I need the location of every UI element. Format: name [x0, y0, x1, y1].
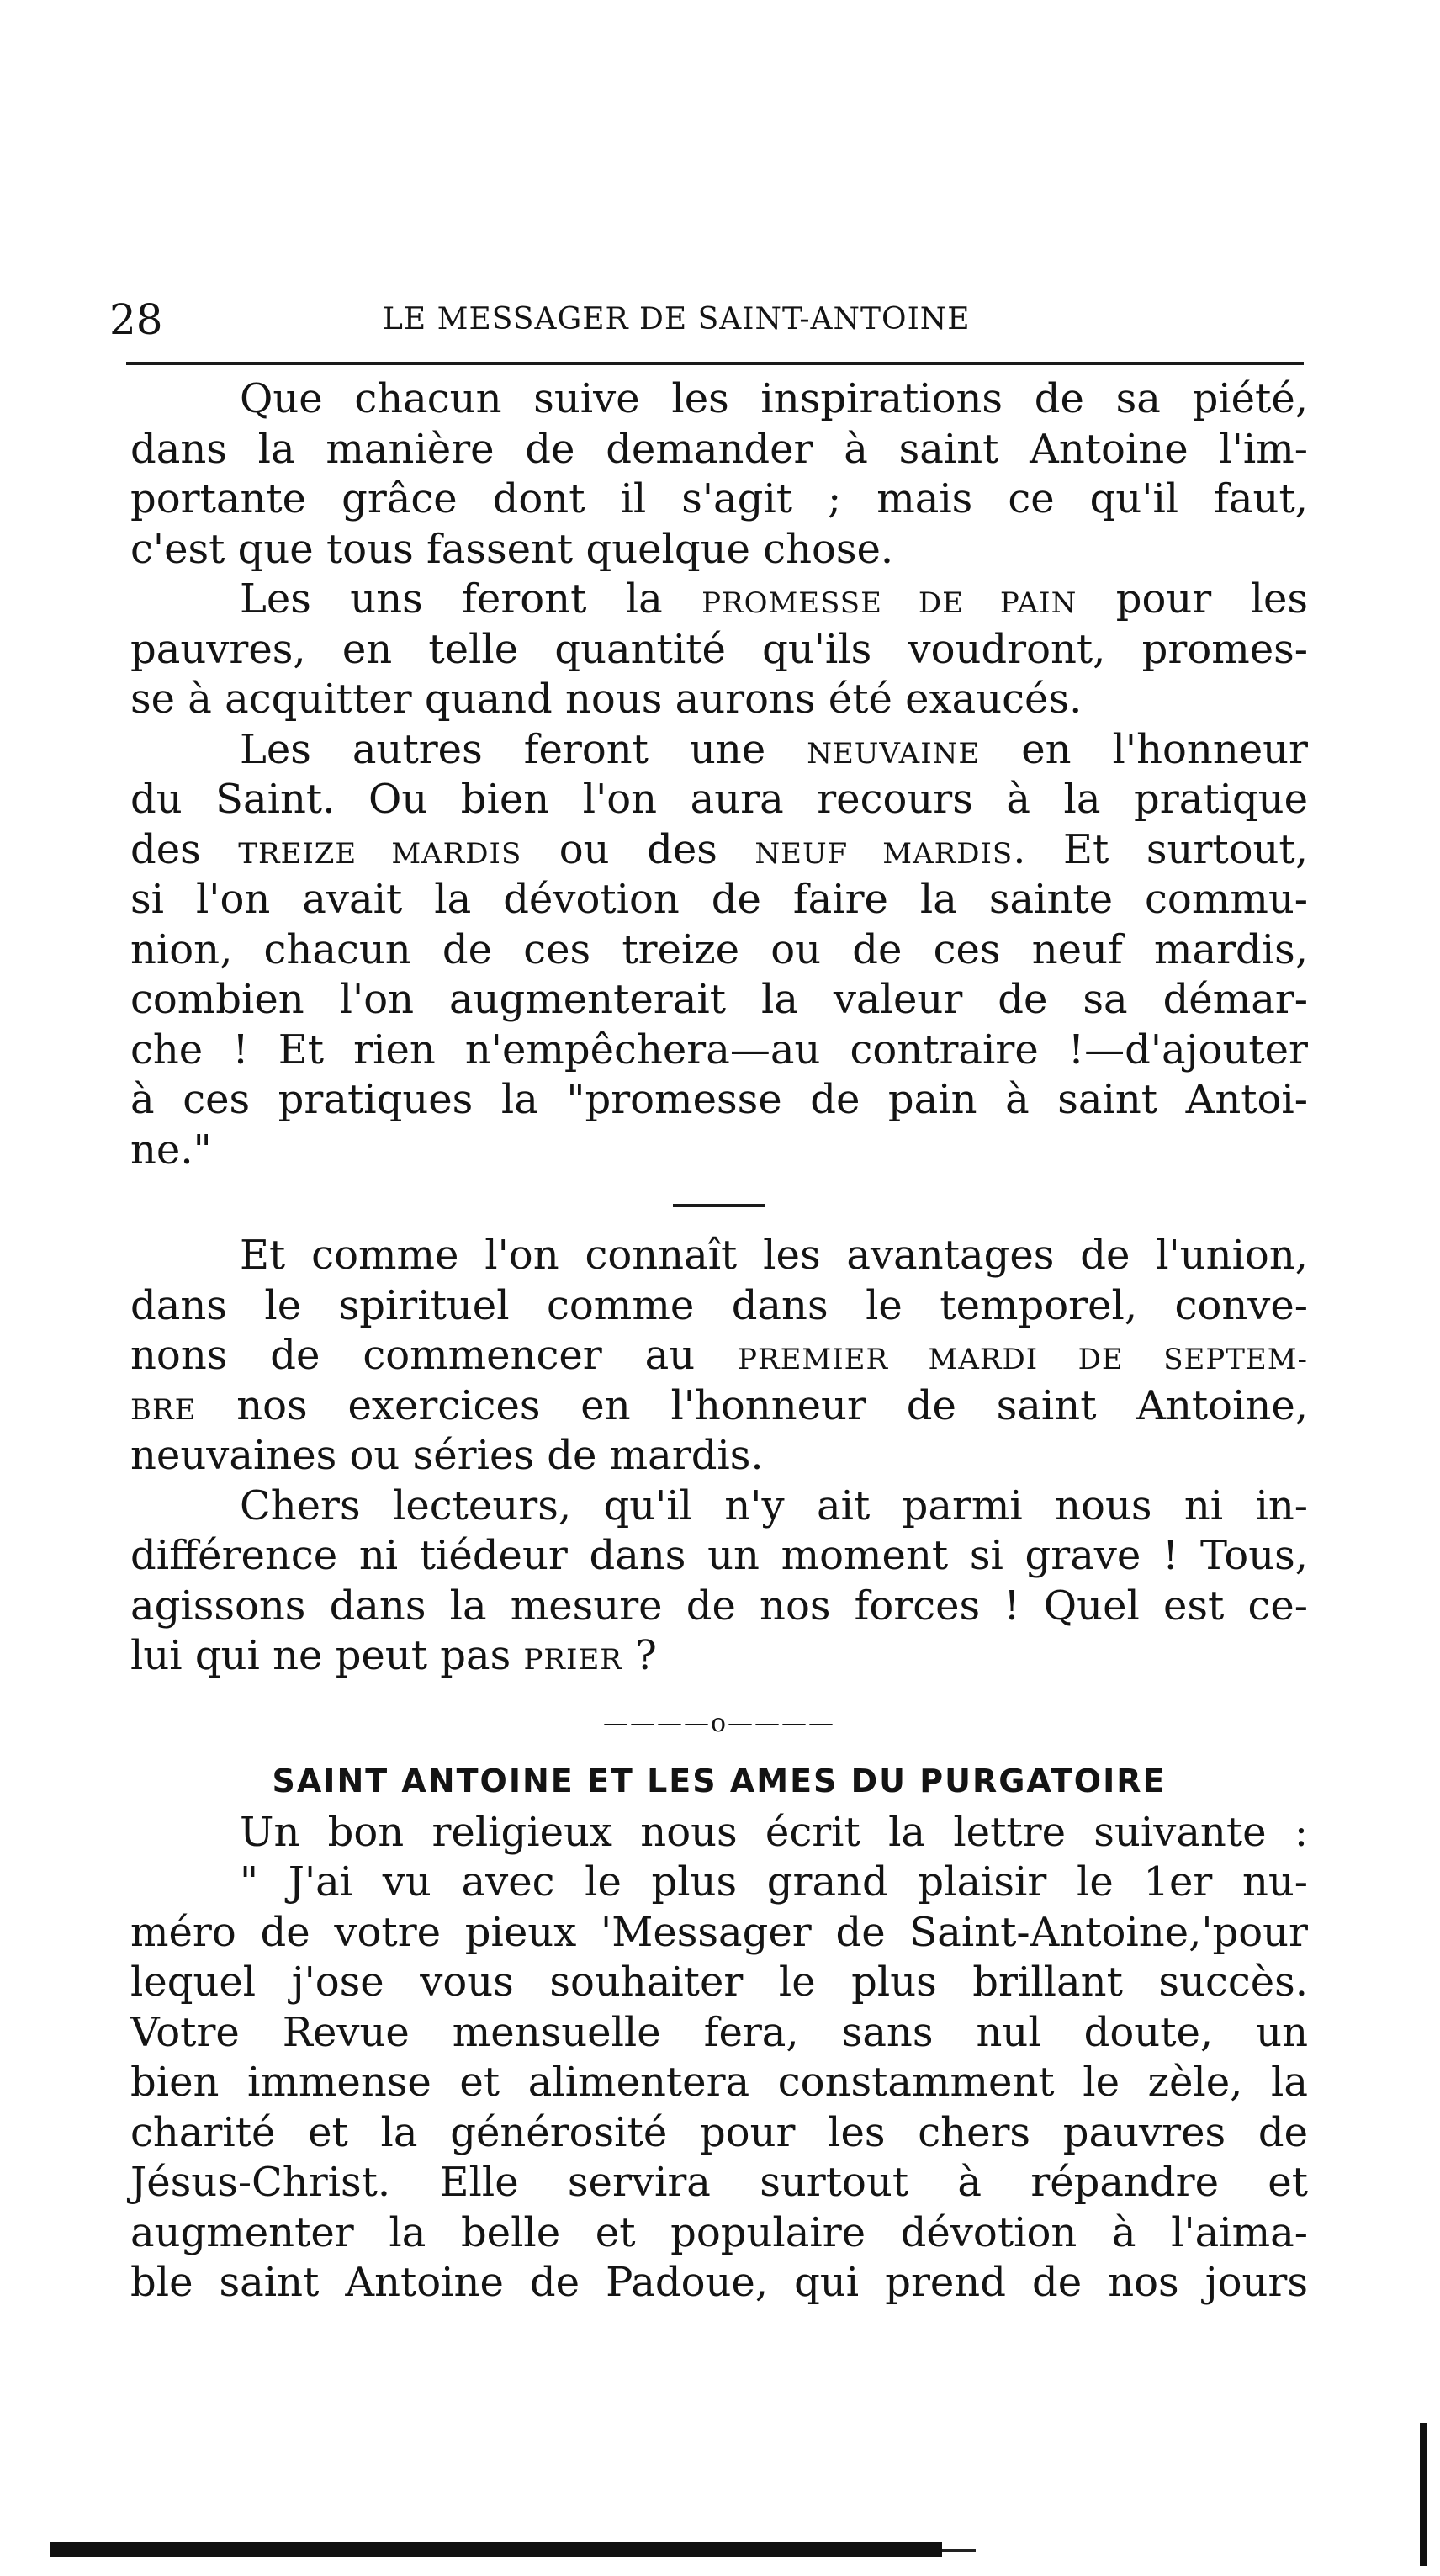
- text-line: charité et la générosité pour les chers pauvres de: [130, 2108, 1308, 2156]
- paragraph-3: [130, 725, 1308, 1176]
- section-rule: [673, 1204, 765, 1207]
- small-caps-run: NEUF MARDIS: [754, 836, 1014, 871]
- text-line: [130, 1381, 1308, 1432]
- text-line: pauvres, en telle quantité qu'ils voudront, promes-: [130, 625, 1308, 673]
- text-line: se à acquitter quand nous aurons été exaucés.: [130, 676, 1083, 723]
- text-line: si l'on avait la dévotion de faire la sainte commu-: [130, 876, 1308, 923]
- running-title: LE MESSAGER DE SAINT-ANTOINE: [383, 302, 971, 337]
- text-line: Chers lecteurs, qu'il n'y ait parmi nous ni in-: [240, 1481, 1308, 1529]
- text-run: nons de commencer au: [130, 1332, 739, 1379]
- text-line: à ces pratiques la "promesse de pain à saint Antoi-: [130, 1076, 1308, 1123]
- text-line: différence ni tiédeur dans un moment si grave ! Tous,: [130, 1532, 1308, 1579]
- text-line: augmenter la belle et populaire dévotion à l'aima-: [130, 2208, 1308, 2256]
- small-caps-run: PROMESSE DE PAIN: [701, 586, 1077, 620]
- paragraph-2: [130, 575, 1308, 725]
- small-caps-run: NEUVAINE: [807, 736, 981, 771]
- text-line: Jésus-Christ. Elle servira surtout à répandre et: [130, 2159, 1308, 2206]
- text-line: du Saint. Ou bien l'on aura recours à la pratique: [130, 776, 1308, 823]
- text-run: lui qui ne peut pas: [130, 1632, 524, 1679]
- section-paragraph: [130, 1808, 1308, 2308]
- section-heading: SAINT ANTOINE ET LES AMES DU PURGATOIRE: [272, 1762, 1167, 1799]
- text-line: Votre Revue mensuelle fera, sans nul doute, un: [130, 2008, 1308, 2056]
- page-header: [109, 290, 1304, 349]
- text-run: pour les: [1077, 575, 1308, 623]
- text-line: [130, 575, 1308, 625]
- text-line: dans la manière de demander à saint Antoine l'im-: [130, 425, 1308, 473]
- text-run: . Et surtout,: [1013, 825, 1308, 873]
- separator-ornament: ————o————: [602, 1708, 836, 1738]
- text-line: Et comme l'on connaît les avantages de l'union,: [240, 1232, 1308, 1279]
- small-caps-run: PRIER: [523, 1643, 622, 1677]
- text-line: Que chacun suive les inspirations de sa piété,: [240, 375, 1308, 422]
- text-line: [130, 825, 1308, 876]
- text-line: méro de votre pieux 'Messager de Saint-Antoine,'pour: [130, 1908, 1308, 1956]
- text-run: en l'honneur: [980, 725, 1308, 773]
- text-run: Les uns feront la: [240, 575, 702, 623]
- text-line: neuvaines ou séries de mardis.: [130, 1432, 764, 1479]
- text-line: nion, chacun de ces treize ou de ces neuf mardis,: [130, 925, 1308, 973]
- small-caps-run: PREMIER MARDI DE SEPTEM-: [738, 1343, 1309, 1376]
- text-line: c'est que tous fassent quelque chose.: [130, 525, 894, 573]
- text-line: lequel j'ose vous souhaiter le plus brillant succès.: [130, 1959, 1308, 2006]
- text-line: [130, 1631, 1308, 1682]
- text-run: nos exercices en l'honneur de saint Antoine,: [196, 1381, 1308, 1429]
- text-line: ne.": [130, 1126, 212, 1174]
- text-line: che ! Et rien n'empêchera—au contraire !—d'ajouter: [130, 1026, 1308, 1073]
- scan-bottom-bar-tail: [942, 2549, 976, 2552]
- scan-right-edge: [1420, 2423, 1427, 2566]
- text-line: dans le spirituel comme dans le temporel, conve-: [130, 1281, 1308, 1329]
- text-line: bien immense et alimentera constamment le zèle, la: [130, 2059, 1308, 2106]
- small-caps-run: BRE: [130, 1392, 197, 1427]
- paragraph-1: [130, 374, 1308, 575]
- scan-bottom-bar: [50, 2542, 942, 2557]
- text-line: portante grâce dont il s'agit ; mais ce qu'il faut,: [130, 475, 1308, 522]
- text-line: [130, 1331, 1308, 1381]
- header-rule: [126, 362, 1304, 365]
- paragraph-5: [130, 1481, 1308, 1682]
- text-line: Un bon religieux nous écrit la lettre suivante :: [240, 1808, 1308, 1856]
- text-run: des: [130, 825, 239, 873]
- text-run: Les autres feront une: [240, 725, 807, 773]
- text-run: ou des: [521, 825, 755, 873]
- text-line: agissons dans la mesure de nos forces ! Quel est ce-: [130, 1582, 1308, 1630]
- text-line: ble saint Antoine de Padoue, qui prend de nos jours: [130, 2259, 1308, 2306]
- text-line: combien l'on augmenterait la valeur de sa démar-: [130, 976, 1308, 1023]
- text-line: " J'ai vu avec le plus grand plaisir le 1er nu-: [240, 1858, 1308, 1905]
- paragraph-4: [130, 1231, 1308, 1481]
- text-run: ?: [622, 1632, 657, 1679]
- page-number: 28: [109, 295, 163, 344]
- body-text: [130, 374, 1308, 2308]
- small-caps-run: TREIZE MARDIS: [238, 836, 522, 871]
- text-line: [130, 725, 1308, 776]
